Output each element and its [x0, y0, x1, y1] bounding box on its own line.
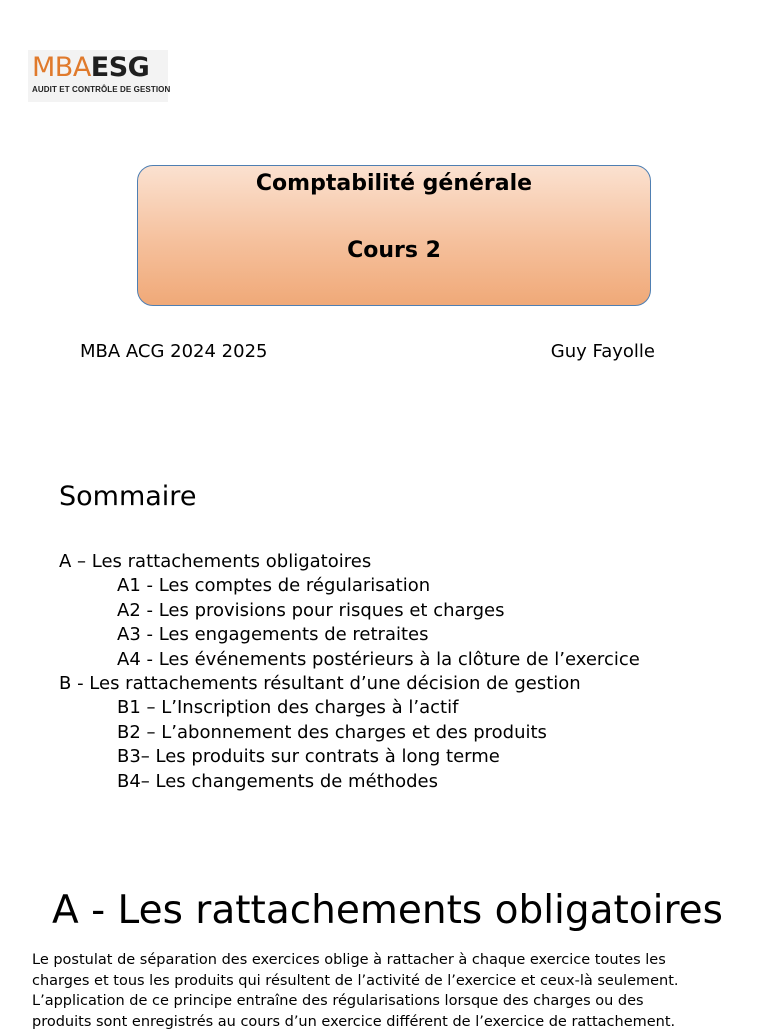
toc-item-b4: B4– Les changements de méthodes	[0, 770, 768, 794]
section-a-body-line: Le postulat de séparation des exercices oblige à rattacher à chaque exercice toutes les	[32, 950, 752, 971]
document-subtitle: Cours 2	[138, 236, 650, 266]
mbaesg-logo	[28, 50, 168, 102]
toc-item-b1: B1 – L’Inscription des charges à l’actif	[0, 696, 768, 720]
sommaire-heading: Sommaire	[59, 480, 196, 514]
program-label: MBA ACG 2024 2025	[80, 340, 268, 364]
section-a-body	[32, 950, 752, 1032]
toc-item-b3: B3– Les produits sur contrats à long terme	[0, 745, 768, 769]
title-box	[137, 165, 651, 306]
toc-item-b: B - Les rattachements résultant d’une décision de gestion	[0, 672, 768, 696]
author-name: Guy Fayolle	[551, 340, 655, 364]
table-of-contents	[0, 550, 768, 794]
logo-tagline: AUDIT ET CONTRÔLE DE GESTION	[32, 85, 170, 94]
toc-item-a: A – Les rattachements obligatoires	[0, 550, 768, 574]
toc-item-a2: A2 - Les provisions pour risques et charges	[0, 599, 768, 623]
section-a-body-line: produits sont enregistrés au cours d’un exercice différent de l’exercice de rattachement.	[32, 1012, 752, 1032]
toc-item-b2: B2 – L’abonnement des charges et des produits	[0, 721, 768, 745]
section-a-heading: A - Les rattachements obligatoires	[52, 886, 723, 936]
logo-mba-text: MBA	[32, 52, 91, 83]
section-a-body-line: L’application de ce principe entraîne des régularisations lorsque des charges ou des	[32, 991, 752, 1012]
toc-item-a3: A3 - Les engagements de retraites	[0, 623, 768, 647]
document-title: Comptabilité générale	[138, 169, 650, 199]
toc-item-a4: A4 - Les événements postérieurs à la clôture de l’exercice	[0, 648, 768, 672]
section-a-body-line: charges et tous les produits qui résultent de l’activité de l’exercice et ceux-là seulement.	[32, 971, 752, 992]
logo-esg-text: ESG	[91, 52, 150, 83]
logo-wordmark	[32, 52, 149, 84]
toc-item-a1: A1 - Les comptes de régularisation	[0, 574, 768, 598]
